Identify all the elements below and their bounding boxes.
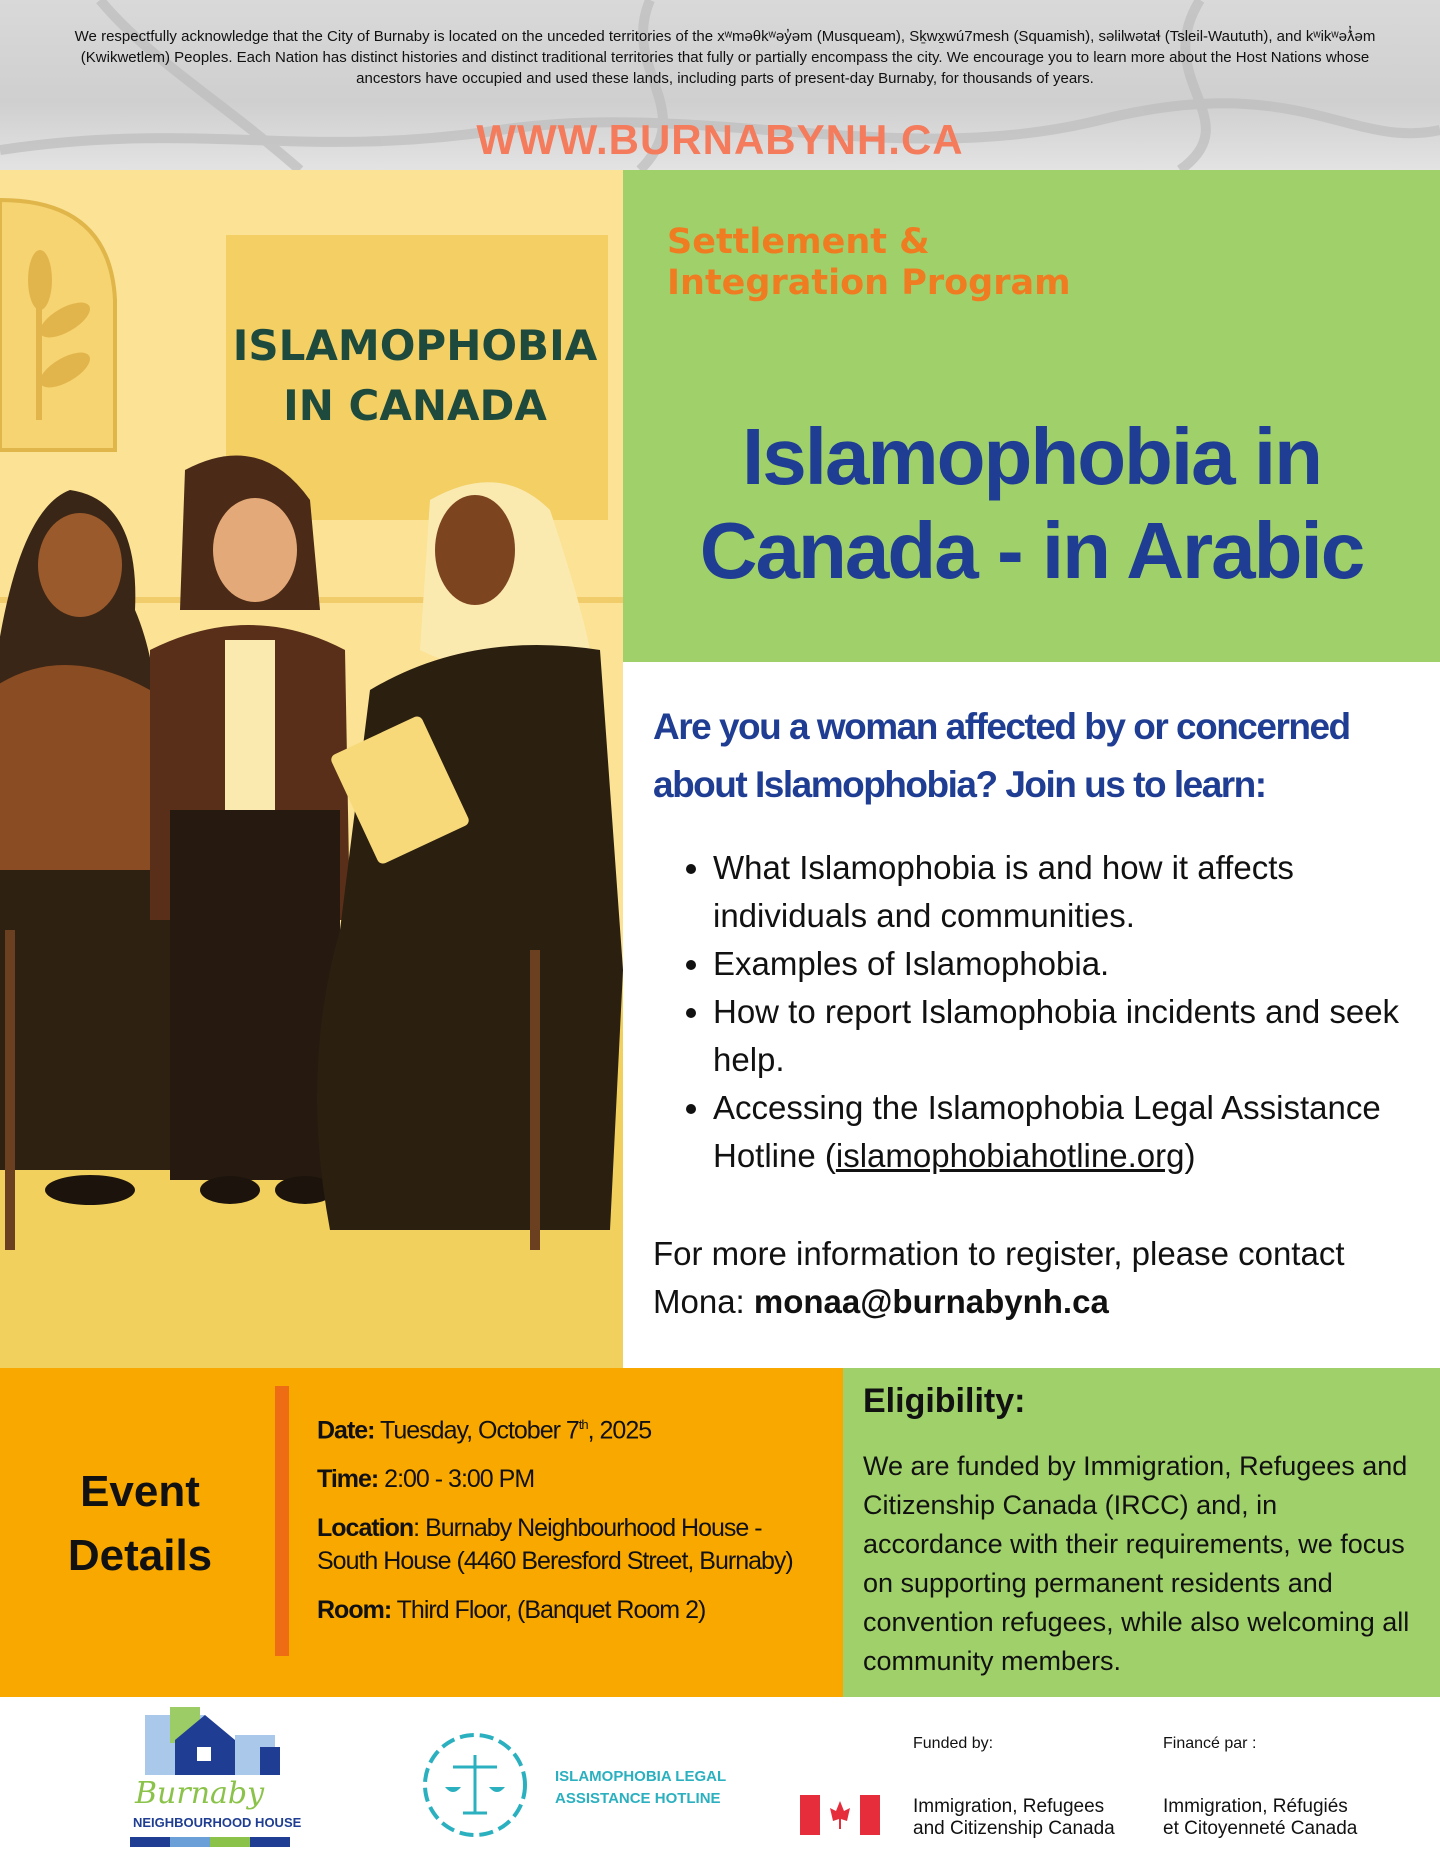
funded-by-label: Funded by: xyxy=(913,1735,994,1752)
ircc-en-line1: Immigration, Refugees xyxy=(913,1796,1105,1817)
ircc-en-line2: and Citizenship Canada xyxy=(913,1818,1115,1839)
footer xyxy=(0,1697,1440,1864)
date-label: Date: xyxy=(317,1416,375,1445)
info-section xyxy=(623,662,1440,1368)
illustration-panel xyxy=(0,170,623,1368)
contact-text: For more information to register, please contact Mona: xyxy=(653,1235,1345,1320)
topics-list xyxy=(713,844,1440,1180)
event-heading-line2: Details xyxy=(67,1531,213,1580)
intro-question: Are you a woman affected by or concerned about Islamophobia? Join us to learn: xyxy=(653,706,1350,805)
time-value: 2:00 - 3:00 PM xyxy=(378,1465,535,1494)
islamophobia-hotline-logo xyxy=(415,1725,735,1845)
bullet4-text: Accessing the Islamophobia Legal Assistance Hotline ( xyxy=(713,1089,1381,1174)
list-item: • How to report Islamophobia incidents and seek help. xyxy=(713,988,1440,1084)
list-item: • What Islamophobia is and how it affects individuals and communities. xyxy=(713,844,1440,940)
ircc-french xyxy=(1163,1796,1357,1840)
location-value: : Burnaby Neighbourhood House - South House (4460 Beresford Street, Burnaby) xyxy=(317,1514,793,1576)
land-acknowledgement: We respectfully acknowledge that the City of Burnaby is located on the unceded territories of the xʷməθkʷəy̓əm (Musqueam), Sḵwx̱wú7mesh (Squamish), səlilwətaɬ (Tsleil-Waututh), and kʷikʷəƛ̓əm (Kwikwetlem) Peoples. Each Nation has distinct histories and distinct traditional territories that fully or partially encompass the city. We encourage you to learn more about the Host Nations whose ancestors have occupied and used these lands, including parts of present-day Burnaby, for thousands of years. xyxy=(74,28,1376,87)
hotline-link[interactable]: islamophobiahotline.org xyxy=(835,1137,1185,1174)
bullet4-end: ) xyxy=(1184,1137,1196,1174)
date-value: Tuesday, October 7 xyxy=(374,1416,579,1445)
date-year: , 2025 xyxy=(587,1416,652,1445)
title-line1: Islamophobia in xyxy=(742,412,1321,501)
ircc-fr-line2: et Citoyenneté Canada xyxy=(1163,1818,1358,1839)
location-label: Location xyxy=(317,1514,414,1543)
room-value: Third Floor, (Banquet Room 2) xyxy=(391,1596,706,1625)
event-title xyxy=(623,410,1440,598)
ircc-english xyxy=(913,1796,1115,1840)
event-heading-line1: Event xyxy=(80,1467,200,1516)
ircc-fr-line1: Immigration, Réfugiés xyxy=(1163,1796,1348,1817)
hotline-line1: ISLAMOPHOBIA LEGAL xyxy=(555,1768,727,1785)
hotline-line2: ASSISTANCE HOTLINE xyxy=(555,1790,721,1807)
title-line2: Canada - in Arabic xyxy=(699,506,1364,595)
event-date xyxy=(317,1408,827,1447)
canada-flag-icon xyxy=(800,1795,880,1835)
program-name xyxy=(667,222,1071,304)
acknowledgement-banner xyxy=(0,0,1440,170)
event-location xyxy=(317,1512,827,1578)
room-label: Room: xyxy=(317,1596,392,1625)
sign-line2: IN CANADA xyxy=(283,381,547,430)
event-time xyxy=(317,1463,827,1496)
list-item xyxy=(713,1084,1440,1180)
title-section xyxy=(623,170,1440,662)
burnaby-neighbourhood-house-logo xyxy=(125,1705,325,1855)
event-room xyxy=(317,1594,827,1627)
bnh-sub: NEIGHBOURHOOD HOUSE xyxy=(133,1815,302,1830)
finance-par-label: Financé par : xyxy=(1163,1735,1257,1752)
program-line2: Integration Program xyxy=(667,263,1071,303)
contact-info xyxy=(653,1230,1433,1326)
women-conversation-illustration xyxy=(0,170,623,1368)
eligibility-section xyxy=(843,1368,1440,1697)
bnh-name: Burnaby xyxy=(135,1776,265,1811)
sign-line1: ISLAMOPHOBIA xyxy=(232,321,598,370)
divider xyxy=(275,1386,289,1656)
list-item: • Examples of Islamophobia. xyxy=(713,940,1440,988)
event-details xyxy=(0,1368,843,1697)
time-label: Time: xyxy=(317,1465,379,1494)
date-suffix: th xyxy=(578,1417,588,1432)
contact-email[interactable]: monaa@burnabynh.ca xyxy=(753,1283,1109,1320)
eligibility-text: We are funded by Immigration, Refugees and Citizenship Canada (IRCC) and, in accordance with their requirements, we focus on supporting permanent residents and convention refugees, while also welcoming all community members. xyxy=(863,1451,1410,1676)
program-line1: Settlement & xyxy=(667,222,930,262)
event-details-heading xyxy=(40,1460,240,1588)
website-url[interactable]: WWW.BURNABYNH.CA xyxy=(476,116,964,163)
eligibility-heading: Eligibility: xyxy=(863,1382,1026,1420)
